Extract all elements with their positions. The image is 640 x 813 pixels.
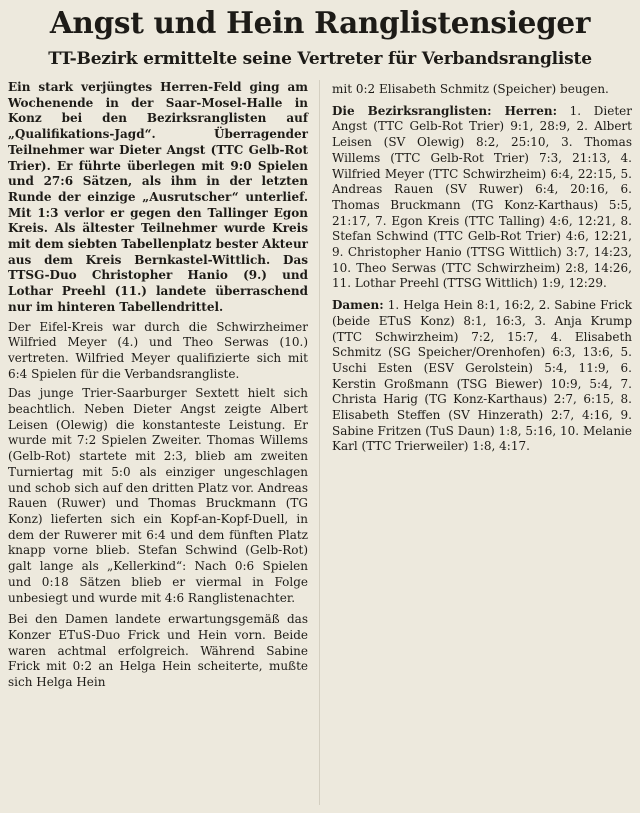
column-divider — [319, 80, 320, 805]
article-paragraph-trier-saarburg: Das junge Trier-Saarburger Sextett hielt sich beachtlich. Neben Dieter Angst zeigte Albert Leisen (Olewig) die konstanteste Leistung. Er wurde mit 7:2 Spielen Zweiter. Thomas Willems (Gelb-Rot) startete mit 2:3, blieb am zweiten Turniertag mit 5:0 als einziger ungeschlagen und schob sich auf den dritten Platz vor. Andreas Rauen (Ruwer) und Thomas Bruckmann (TG Konz) lieferten sich ein Kopf-an-Kopf-Duell, in dem der Ruwerer mit 6:4 und dem fünften Platz knapp vorne blieb. Stefan Schwind (Gelb-Rot) galt lange als „Kellerkind“: Nach 0:6 Spielen und 0:18 Sätzen blieb er viermal in Folge unbesiegt und wurde mit 4:6 Ranglistenachter. — [8, 386, 308, 605]
article-right-column — [332, 82, 632, 459]
damen-results-title: Damen: — [332, 298, 384, 313]
article-paragraph-eifel: Der Eifel-Kreis war durch die Schwirzheimer Wilfried Meyer (4.) und Theo Serwas (10.) vertreten. Wilfried Meyer qualifizierte sich mit 6:4 Spielen für die Verbandsrangliste. — [8, 319, 308, 381]
article-left-column — [8, 80, 308, 695]
herren-results-title: Die Bezirksranglisten: Herren: — [332, 103, 558, 118]
article-paragraph-continuation: mit 0:2 Elisabeth Schmitz (Speicher) beugen. — [332, 82, 609, 96]
article-paragraph-intro: Ein stark verjüngtes Herren-Feld ging am Wochenende in der Saar-Mosel-Halle in Konz bei den Bezirksranglisten auf „Qualifikations-Jagd“. Überragender Teilnehmer war Dieter Angst (TTC Gelb-Rot Trier). Er führte überlegen mit 9:0 Spielen und 27:6 Sätzen, als ihm in der letzten Runde der einzige „Ausrutscher“ unterlief. Mit 1:3 verlor er gegen den Tallinger Egon Kreis. Als ältester Teilnehmer wurde Kreis mit dem siebten Tabellenplatz bester Akteur aus dem Kreis Bernkastel-Wittlich. Das TTSG-Duo Christopher Hanio (9.) und Lothar Preehl (11.) landete überraschend nur im hinteren Tabellendrittel. — [8, 80, 308, 314]
herren-results-text: 1. Dieter Angst (TTC Gelb-Rot Trier) 9:1, 28:9, 2. Albert Leisen (SV Olewig) 8:2, 25:10, 3. Thomas Willems (TTC Gelb-Rot Trier) 7:3, 21:13, 4. Wilfried Meyer (TTC Schwirzheim) 6:4, 22:15, 5. Andreas Rauen (SV Ruwer) 6:4, 20:16, 6. Thomas Bruckmann (TG Konz-Karthaus) 5:5, 21:17, 7. Egon Kreis (TTC Talling) 4:6, 12:21, 8. Stefan Schwind (TTC Gelb-Rot Trier) 4:6, 12:21, 9. Christopher Hanio (TTSG Wittlich) 3:7, 14:23, 10. Theo Serwas (TTC Schwirzheim) 2:8, 14:26, 11. Lothar Preehl (TTSG Wittlich) 1:9, 12:29. — [332, 103, 632, 291]
damen-results-text: 1. Helga Hein 8:1, 16:2, 2. Sabine Frick (beide ETuS Konz) 8:1, 16:3, 3. Anja Krump (TTC Schwirzheim) 7:2, 15:7, 4. Elisabeth Schmitz (SG Speicher/Orenhofen) 6:3, 13:6, 5. Uschi Esten (ESV Gerolstein) 5:4, 11:9, 6. Kerstin Großmann (TSG Biewer) 10:9, 5:4, 7. Christa Harig (TG Konz-Karthaus) 2:7, 6:15, 8. Elisabeth Steffen (SV Hinzerath) 2:7, 4:16, 9. Sabine Fritzen (TuS Daun) 1:8, 5:16, 10. Melanie Karl (TTC Trierweiler) 1:8, 4:17. — [332, 298, 632, 454]
article-paragraph-damen: Bei den Damen landete erwartungsgemäß das Konzer ETuS-Duo Frick und Hein vorn. Beide waren achtmal erfolgreich. Während Sabine Frick mit 0:2 an Helga Hein scheiterte, mußte sich Helga Hein — [8, 612, 308, 690]
damen-results — [332, 298, 632, 455]
subheadline: TT-Bezirk ermittelte seine Vertreter für Verbandsrangliste — [48, 49, 592, 69]
herren-results — [332, 104, 632, 292]
headline: Angst und Hein Ranglistensieger — [49, 5, 591, 40]
